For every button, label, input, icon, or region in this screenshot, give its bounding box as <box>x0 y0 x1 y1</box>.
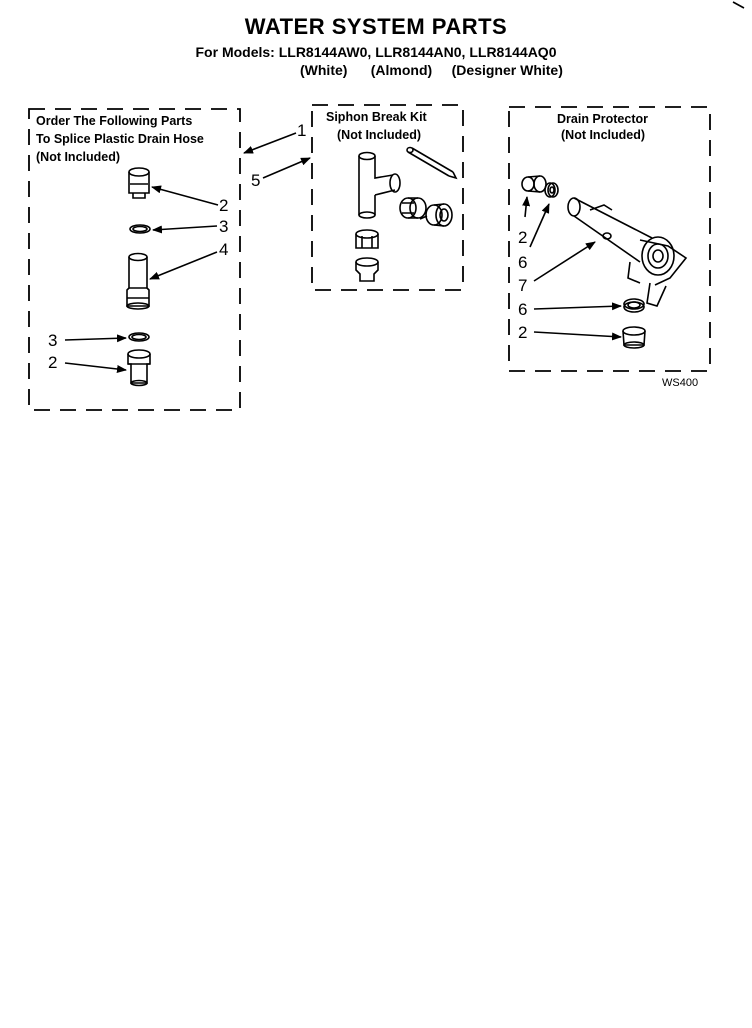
callout-3-top: 3 <box>219 217 229 236</box>
siphon-pin-icon <box>407 148 456 179</box>
callout-2-top: 2 <box>219 196 229 215</box>
callout-1: 1 <box>297 121 307 140</box>
left-panel-heading-2: To Splice Plastic Drain Hose <box>36 132 204 146</box>
leader-left-2-bottom <box>65 363 126 370</box>
leader-left-2-top <box>152 187 218 205</box>
leader-5 <box>263 158 310 178</box>
left-panel-heading-3: (Not Included) <box>36 150 121 164</box>
drain-lower-washer-icon <box>624 299 644 312</box>
leader-right-2-top <box>525 197 527 217</box>
callout-right-2-bottom: 2 <box>518 323 528 342</box>
corner-mark <box>733 2 744 8</box>
callout-5: 5 <box>251 171 261 190</box>
callout-3-bottom: 3 <box>48 331 58 350</box>
callout-2-bottom: 2 <box>48 353 58 372</box>
leader-left-3-bottom <box>65 338 126 340</box>
drain-small-cap-icon <box>522 176 546 192</box>
middle-panel-heading-2: (Not Included) <box>337 128 422 142</box>
drain-protector-body-icon <box>568 198 686 306</box>
middle-panel-border <box>312 105 463 290</box>
left-coupling-top-icon <box>129 168 149 198</box>
right-panel-heading-1: Drain Protector <box>557 112 648 126</box>
leader-1 <box>244 133 296 153</box>
leader-right-2-bottom <box>534 332 621 337</box>
left-clamp-top-icon <box>130 225 150 233</box>
leader-left-4 <box>150 252 217 279</box>
middle-panel-heading-1: Siphon Break Kit <box>326 110 427 124</box>
figure-code: WS400 <box>662 377 699 389</box>
drain-lower-cap-icon <box>623 327 645 348</box>
callout-4: 4 <box>219 240 229 259</box>
leader-right-6-top <box>530 204 549 247</box>
colors-line: (White) (Almond) (Designer White) <box>300 62 563 78</box>
siphon-fitting-icon <box>420 204 452 226</box>
leader-left-3-top <box>153 226 217 230</box>
models-line: For Models: LLR8144AW0, LLR8144AN0, LLR8144AQ0 <box>195 44 557 60</box>
right-panel-heading-2: (Not Included) <box>561 128 646 142</box>
siphon-hex-nut-icon <box>356 230 378 248</box>
callout-right-6-bottom: 6 <box>518 300 528 319</box>
callout-right-2-top: 2 <box>518 228 528 247</box>
callout-right-6-top: 6 <box>518 253 528 272</box>
left-coupling-bottom-icon <box>128 350 150 386</box>
drain-small-washer-icon <box>545 183 558 197</box>
leader-right-6-bottom <box>534 306 621 309</box>
callout-7: 7 <box>518 276 528 295</box>
siphon-tee-icon <box>359 153 400 219</box>
page-title: WATER SYSTEM PARTS <box>244 14 508 39</box>
leader-right-7 <box>534 242 595 281</box>
left-panel-heading-1: Order The Following Parts <box>36 114 193 128</box>
left-connector-tube-icon <box>127 254 149 310</box>
siphon-bottom-cap-icon <box>356 258 378 281</box>
left-clamp-bottom-icon <box>129 333 149 341</box>
siphon-lock-nut-icon <box>400 198 426 218</box>
